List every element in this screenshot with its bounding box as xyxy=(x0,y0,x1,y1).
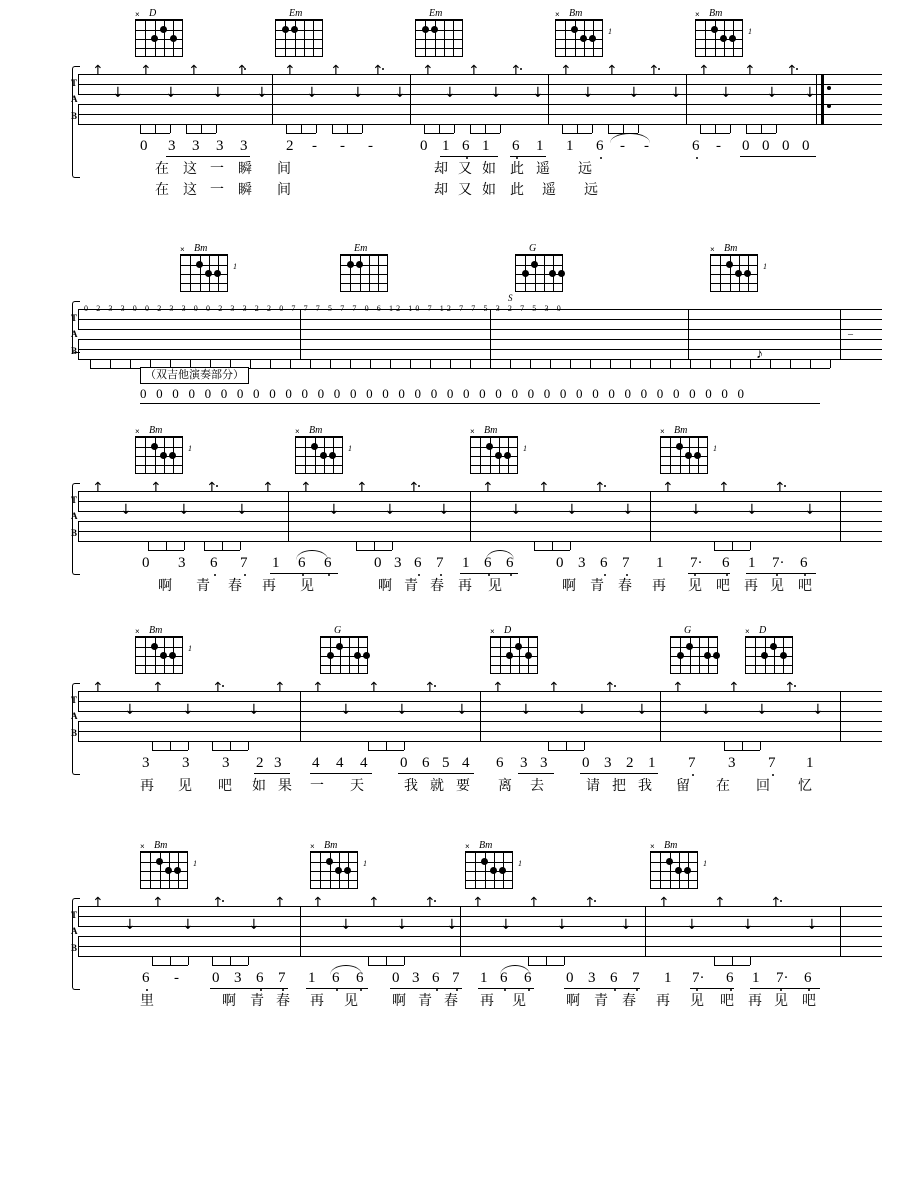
strum-up-arrow xyxy=(356,481,368,495)
numbered-notation-3: 0 3 6 7 1 6 6 0 3 6 7 1 6 6 0 3 6 7 1 7· 6 1 7· 6 xyxy=(0,555,900,579)
strum-down-arrow xyxy=(670,86,682,100)
strum-up-arrow xyxy=(212,896,224,910)
chord-name: Bm xyxy=(479,840,493,851)
strum-down-arrow xyxy=(556,918,568,932)
strum-up-arrow xyxy=(368,896,380,910)
strum-down-arrow xyxy=(720,86,732,100)
fret-position-label: 1 xyxy=(188,644,192,653)
chord-diagram-bm-2 xyxy=(695,8,752,57)
strum-down-arrow xyxy=(124,703,136,717)
strum-down-arrow xyxy=(806,918,818,932)
strum-up-arrow xyxy=(274,896,286,910)
strum-down-arrow xyxy=(340,703,352,717)
strum-down-arrow xyxy=(248,918,260,932)
chord-name: D xyxy=(504,625,512,636)
strum-down-arrow xyxy=(165,86,177,100)
chord-name: Bm xyxy=(724,243,738,254)
chord-name: Bm xyxy=(569,8,583,19)
strum-up-arrow xyxy=(560,64,572,78)
strum-down-arrow xyxy=(766,86,778,100)
fret-position-label: 1 xyxy=(713,444,717,453)
strum-down-arrow xyxy=(182,703,194,717)
strum-up-arrow xyxy=(482,481,494,495)
chord-diagram-bm xyxy=(180,243,237,292)
strum-up-arrow xyxy=(662,481,674,495)
chord-grid xyxy=(745,627,793,674)
chord-diagram-em xyxy=(340,243,392,292)
strum-down-arrow xyxy=(582,86,594,100)
strum-down-arrow xyxy=(384,503,396,517)
strum-up-arrow xyxy=(774,481,786,495)
tab-label-a: A xyxy=(71,926,78,936)
strum-up-arrow xyxy=(92,896,104,910)
chord-name: G xyxy=(529,243,537,254)
chord-diagram-g-2 xyxy=(670,625,722,674)
strum-down-arrow xyxy=(236,503,248,517)
strum-up-arrow xyxy=(744,64,756,78)
chord-diagram-bm xyxy=(135,625,192,674)
strum-up-arrow xyxy=(672,681,684,695)
muted-string-marker: × xyxy=(745,627,750,636)
chord-diagram-bm-3 xyxy=(470,425,527,474)
chord-grid xyxy=(320,636,368,674)
tab-label-a: A xyxy=(71,511,78,521)
strum-up-arrow xyxy=(492,681,504,695)
numbered-notation-4: 3 3 3 2 3 4 4 4 0 6 5 4 6 3 3 0 3 2 1 7 3 7 1 xyxy=(0,755,900,779)
strum-up-arrow xyxy=(698,64,710,78)
lyrics-row-1b: 在 这 一 瞬 间 却 又 如 此 遥 远 xyxy=(155,183,598,198)
chord-name: D xyxy=(759,625,767,636)
lyrics-row-4: 再 见 吧 如 果 一 天 我 就 要 离 去 请 把 我 留 在 回 忆 xyxy=(140,779,812,794)
strum-down-arrow xyxy=(438,503,450,517)
system-4 xyxy=(0,625,900,800)
muted-string-marker: × xyxy=(555,10,560,19)
chord-name: Bm xyxy=(194,243,208,254)
chord-diagram-bm-1 xyxy=(135,425,192,474)
strum-down-arrow xyxy=(628,86,640,100)
strum-down-arrow xyxy=(812,703,824,717)
chord-name: Em xyxy=(289,8,303,19)
chord-diagram-d xyxy=(135,8,187,57)
strum-down-arrow xyxy=(112,86,124,100)
strum-up-arrow xyxy=(312,681,324,695)
chord-name: Bm xyxy=(309,425,323,436)
strum-up-arrow xyxy=(274,681,286,695)
strum-down-arrow xyxy=(622,503,634,517)
chord-name: Bm xyxy=(674,425,688,436)
fret-position-label: 1 xyxy=(348,444,352,453)
strum-down-arrow xyxy=(248,703,260,717)
chord-name: Bm xyxy=(154,840,168,851)
strum-up-arrow xyxy=(92,64,104,78)
muted-string-marker: × xyxy=(135,627,140,636)
strum-up-arrow xyxy=(284,64,296,78)
chord-diagram-em-1 xyxy=(275,8,327,57)
muted-string-marker: × xyxy=(140,842,145,851)
chord-name: Bm xyxy=(149,425,163,436)
strum-up-arrow xyxy=(206,481,218,495)
strum-up-arrow xyxy=(548,681,560,695)
tab-label-t: T xyxy=(71,313,78,323)
fret-position-label: 1 xyxy=(608,27,612,36)
chord-name: D xyxy=(149,8,157,19)
system-2 xyxy=(0,243,900,405)
chord-diagram-g-1 xyxy=(320,625,372,674)
chord-diagram-bm-4 xyxy=(650,840,707,889)
strum-up-arrow xyxy=(584,896,596,910)
strum-down-arrow xyxy=(306,86,318,100)
strum-down-arrow xyxy=(178,503,190,517)
tab-label-b: B xyxy=(71,346,78,356)
chord-grid xyxy=(515,254,563,292)
fret-position-label: 1 xyxy=(763,262,767,271)
strum-down-arrow xyxy=(690,503,702,517)
tab-label-b: B xyxy=(71,943,78,953)
dash-mark: – xyxy=(848,329,853,340)
chord-diagram-em-2 xyxy=(415,8,467,57)
muted-string-marker: × xyxy=(180,245,185,254)
strum-up-arrow xyxy=(784,681,796,695)
strum-up-arrow xyxy=(92,681,104,695)
strum-down-arrow xyxy=(576,703,588,717)
chord-name: Bm xyxy=(484,425,498,436)
strum-down-arrow xyxy=(804,503,816,517)
tab-label-b: B xyxy=(71,528,78,538)
strum-up-arrow xyxy=(606,64,618,78)
strum-up-arrow xyxy=(300,481,312,495)
chord-grid xyxy=(135,10,183,57)
strum-up-arrow xyxy=(468,64,480,78)
tab-staff-3 xyxy=(0,483,900,555)
lyrics-row-3: 啊 青 春 再 见 啊 青 春 再 见 啊 青 春 再 见 吧 再 见 吧 xyxy=(158,579,812,594)
numbered-notation-2 xyxy=(0,371,900,405)
muted-string-marker: × xyxy=(135,427,140,436)
strum-down-arrow xyxy=(124,918,136,932)
strum-down-arrow xyxy=(212,86,224,100)
chord-diagram-bm-1 xyxy=(140,840,197,889)
fret-position-label: 1 xyxy=(523,444,527,453)
strum-up-arrow xyxy=(528,896,540,910)
strum-up-arrow xyxy=(152,681,164,695)
tab-label-b: B xyxy=(71,728,78,738)
chord-diagram-row-1 xyxy=(0,8,900,66)
chord-diagram-row-5 xyxy=(0,840,900,898)
performance-annotation: （双吉他演奏部分） xyxy=(140,367,249,384)
strum-up-arrow xyxy=(368,681,380,695)
repeat-dot xyxy=(827,104,831,108)
numbered-notation-1: 0 3 3 3 3 2 - - - 0 1 6 1 6 1 1 6 - - 6 - 0 0 0 0 xyxy=(0,138,900,162)
muted-string-marker: × xyxy=(695,10,700,19)
strum-down-arrow xyxy=(396,918,408,932)
fret-position-label: 1 xyxy=(703,859,707,868)
muted-string-marker: × xyxy=(465,842,470,851)
strum-down-arrow xyxy=(490,86,502,100)
zeros-row: 0 0 0 0 0 0 0 0 0 0 0 0 0 0 0 0 0 0 0 0 0 0 0 0 0 0 0 0 0 0 0 0 0 0 0 0 0 0 xyxy=(140,386,748,401)
strum-down-arrow xyxy=(756,703,768,717)
fret-position-label: 1 xyxy=(518,859,522,868)
repeat-dot xyxy=(827,86,831,90)
strum-up-arrow xyxy=(92,481,104,495)
lyrics-row-1a: 在 这 一 瞬 间 却 又 如 此 遥 远 xyxy=(155,162,592,177)
strum-down-arrow xyxy=(340,918,352,932)
chord-grid xyxy=(490,627,538,674)
strum-up-arrow xyxy=(140,64,152,78)
strum-down-arrow xyxy=(804,86,816,100)
chord-name: Em xyxy=(429,8,443,19)
fret-position-label: 1 xyxy=(188,444,192,453)
tab-staff-2 xyxy=(0,293,900,371)
strum-down-arrow xyxy=(456,703,468,717)
strum-up-arrow xyxy=(728,681,740,695)
chord-diagram-bm-1 xyxy=(555,8,612,57)
tab-label-t: T xyxy=(71,78,78,88)
muted-string-marker: × xyxy=(660,427,665,436)
strum-down-arrow xyxy=(500,918,512,932)
chord-diagram-row-4 xyxy=(0,625,900,683)
chord-name: Bm xyxy=(664,840,678,851)
strum-down-arrow xyxy=(352,86,364,100)
strum-down-arrow xyxy=(444,86,456,100)
chord-diagram-bm-2 xyxy=(710,243,767,292)
strum-up-arrow xyxy=(408,481,420,495)
strum-up-arrow xyxy=(262,481,274,495)
fret-position-label: 1 xyxy=(193,859,197,868)
lyrics-row-5: 里 啊 青 春 再 见 啊 青 春 再 见 啊 青 春 再 见 吧 再 见 吧 xyxy=(140,994,816,1009)
muted-string-marker: × xyxy=(135,10,140,19)
chord-name: G xyxy=(684,625,692,636)
strum-down-arrow xyxy=(620,918,632,932)
fret-position-label: 1 xyxy=(363,859,367,868)
strum-up-arrow xyxy=(472,896,484,910)
strum-down-arrow xyxy=(120,503,132,517)
fret-position-label: 1 xyxy=(748,27,752,36)
tab-staff-1 xyxy=(0,66,900,138)
chord-name: Bm xyxy=(149,625,163,636)
strum-up-arrow xyxy=(770,896,782,910)
tab-label-a: A xyxy=(71,329,78,339)
strum-up-arrow xyxy=(718,481,730,495)
tab-label-t: T xyxy=(71,495,78,505)
chord-name: G xyxy=(334,625,342,636)
strum-down-arrow xyxy=(636,703,648,717)
chord-grid xyxy=(275,19,323,57)
chord-diagram-bm-2 xyxy=(310,840,367,889)
tab-label-t: T xyxy=(71,695,78,705)
system-brace xyxy=(72,301,80,353)
strum-up-arrow xyxy=(372,64,384,78)
strum-up-arrow xyxy=(188,64,200,78)
muted-string-marker: × xyxy=(470,427,475,436)
rest-mark: ♪ xyxy=(756,347,763,362)
strum-up-arrow xyxy=(648,64,660,78)
strum-up-arrow xyxy=(150,481,162,495)
strum-up-arrow xyxy=(152,896,164,910)
strum-down-arrow xyxy=(566,503,578,517)
tab-staff-5 xyxy=(0,898,900,970)
strum-up-arrow xyxy=(422,64,434,78)
chord-diagram-d-1 xyxy=(490,625,542,674)
strum-down-arrow xyxy=(686,918,698,932)
strum-down-arrow xyxy=(520,703,532,717)
muted-string-marker: × xyxy=(710,245,715,254)
chord-diagram-row-3 xyxy=(0,425,900,483)
tab-label-t: T xyxy=(71,910,78,920)
slide-marker: S xyxy=(508,293,513,303)
strum-up-arrow xyxy=(538,481,550,495)
chord-diagram-row-2 xyxy=(0,243,900,301)
strum-down-arrow xyxy=(446,918,458,932)
chord-diagram-g xyxy=(515,243,567,292)
tab-label-a: A xyxy=(71,711,78,721)
system-1 xyxy=(0,8,900,204)
muted-string-marker: × xyxy=(650,842,655,851)
chord-grid xyxy=(670,636,718,674)
strum-up-arrow xyxy=(424,681,436,695)
tab-fret-numbers: 0 2 3 3 0 0 2 3 3 0 0 2 3 3 2 2 0 7 7 7 5 7 7 0 6 12 10 7 12 7 7 5 3 2 7 5 3 0 xyxy=(84,304,564,313)
strum-down-arrow xyxy=(746,503,758,517)
tab-label-a: A xyxy=(71,94,78,104)
strum-up-arrow xyxy=(236,64,248,78)
chord-name: Bm xyxy=(709,8,723,19)
strum-up-arrow xyxy=(594,481,606,495)
strum-up-arrow xyxy=(786,64,798,78)
strum-down-arrow xyxy=(256,86,268,100)
strum-down-arrow xyxy=(396,703,408,717)
chord-name: Bm xyxy=(324,840,338,851)
numbered-notation-5: 6 - 0 3 6 7 1 6 6 0 3 6 7 1 6 6 0 3 6 7 1 7· 6 1 7· 6 xyxy=(0,970,900,994)
strum-down-arrow xyxy=(742,918,754,932)
muted-string-marker: × xyxy=(490,627,495,636)
tab-staff-4 xyxy=(0,683,900,755)
strum-down-arrow xyxy=(394,86,406,100)
strum-down-arrow xyxy=(510,503,522,517)
muted-string-marker: × xyxy=(310,842,315,851)
strum-down-arrow xyxy=(532,86,544,100)
tab-label-b: B xyxy=(71,111,78,121)
strum-up-arrow xyxy=(424,896,436,910)
chord-diagram-bm-4 xyxy=(660,425,717,474)
chord-name: Em xyxy=(354,243,368,254)
chord-diagram-bm-3 xyxy=(465,840,522,889)
chord-diagram-bm-2 xyxy=(295,425,352,474)
chord-grid xyxy=(415,19,463,57)
chord-grid xyxy=(340,254,388,292)
system-3 xyxy=(0,425,900,600)
system-5 xyxy=(0,840,900,1015)
strum-down-arrow xyxy=(328,503,340,517)
strum-up-arrow xyxy=(312,896,324,910)
strum-up-arrow xyxy=(658,896,670,910)
strum-up-arrow xyxy=(330,64,342,78)
strum-up-arrow xyxy=(714,896,726,910)
strum-up-arrow xyxy=(510,64,522,78)
strum-up-arrow xyxy=(604,681,616,695)
muted-string-marker: × xyxy=(295,427,300,436)
fret-position-label: 1 xyxy=(233,262,237,271)
strum-down-arrow xyxy=(182,918,194,932)
chord-diagram-d-2 xyxy=(745,625,797,674)
strum-up-arrow xyxy=(212,681,224,695)
strum-down-arrow xyxy=(700,703,712,717)
